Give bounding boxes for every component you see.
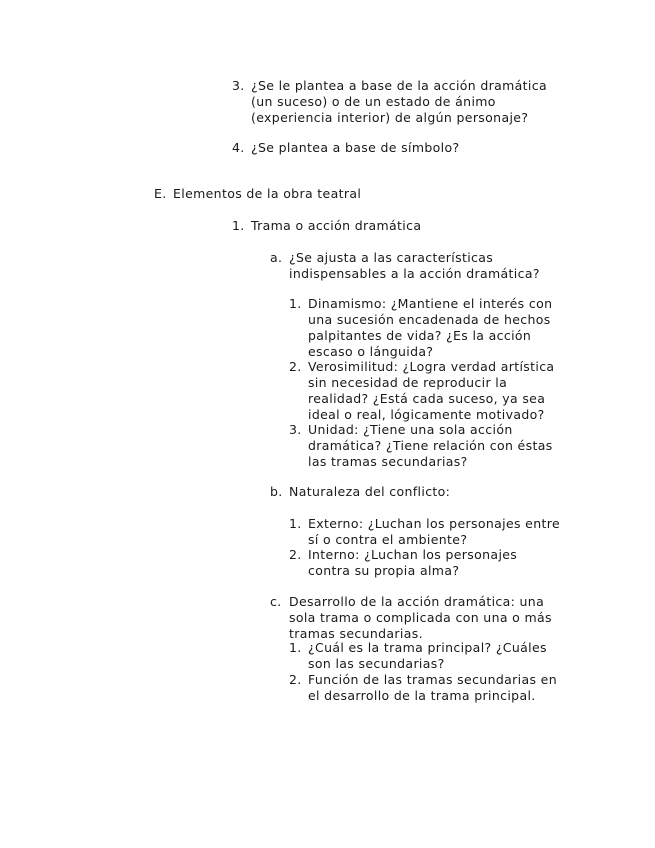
list-item-text: Externo: ¿Luchan los personajes entre sí o contra el ambiente? <box>308 516 560 547</box>
list-marker: 1. <box>289 516 302 531</box>
list-item-text: Verosimilitud: ¿Logra verdad artística sin necesidad de reproducir la realidad? ¿Está cada suceso, ya sea ideal o real, lógicamente motivado? <box>308 359 555 422</box>
list-item-text: Función de las tramas secundarias en el desarrollo de la trama principal. <box>308 672 557 703</box>
outline-subsubitem-c1 <box>289 640 547 672</box>
outline-subitem-a <box>270 250 540 282</box>
list-item-text: ¿Se le plantea a base de la acción dramática (un suceso) o de un estado de ánimo (experiencia interior) de algún personaje? <box>251 78 547 125</box>
list-marker: 3. <box>232 78 245 93</box>
list-marker: 2. <box>289 547 302 562</box>
list-item-text: Unidad: ¿Tiene una sola acción dramática? ¿Tiene relación con éstas las tramas secundarias? <box>308 422 553 469</box>
list-item-text: Trama o acción dramática <box>251 218 422 233</box>
outline-subsubitem-c2 <box>289 672 557 704</box>
outline-item-4 <box>232 140 459 156</box>
list-marker: b. <box>270 484 283 499</box>
list-item-text: Dinamismo: ¿Mantiene el interés con una sucesión encadenada de hechos palpitantes de vida? ¿Es la acción escaso o lánguida? <box>308 296 553 359</box>
section-title: Elementos de la obra teatral <box>173 186 362 201</box>
list-marker: 3. <box>289 422 302 437</box>
list-item-text: ¿Cuál es la trama principal? ¿Cuáles son las secundarias? <box>308 640 547 671</box>
section-marker: E. <box>154 186 167 201</box>
list-item-text: ¿Se ajusta a las características indispensables a la acción dramática? <box>289 250 540 281</box>
outline-subitem-c <box>270 594 552 642</box>
outline-subsubitem-a2 <box>289 359 554 423</box>
list-marker: 4. <box>232 140 245 155</box>
list-item-text: Naturaleza del conflicto: <box>289 484 451 499</box>
list-marker: c. <box>270 594 282 609</box>
list-item-text: ¿Se plantea a base de símbolo? <box>251 140 460 155</box>
outline-subitem-b <box>270 484 450 500</box>
outline-subsubitem-a3 <box>289 422 553 470</box>
list-item-text: Interno: ¿Luchan los personajes contra su propia alma? <box>308 547 518 578</box>
list-marker: 2. <box>289 672 302 687</box>
outline-subsubitem-b1 <box>289 516 560 548</box>
list-marker: a. <box>270 250 283 265</box>
outline-item-trama <box>232 218 421 234</box>
list-marker: 1. <box>232 218 245 233</box>
list-marker: 2. <box>289 359 302 374</box>
outline-subsubitem-b2 <box>289 547 517 579</box>
list-item-text: Desarrollo de la acción dramática: una sola trama o complicada con una o más tramas secundarias. <box>289 594 552 641</box>
list-marker: 1. <box>289 640 302 655</box>
outline-subsubitem-a1 <box>289 296 552 360</box>
list-marker: 1. <box>289 296 302 311</box>
outline-item-3 <box>232 78 547 126</box>
section-heading-e <box>154 186 361 202</box>
